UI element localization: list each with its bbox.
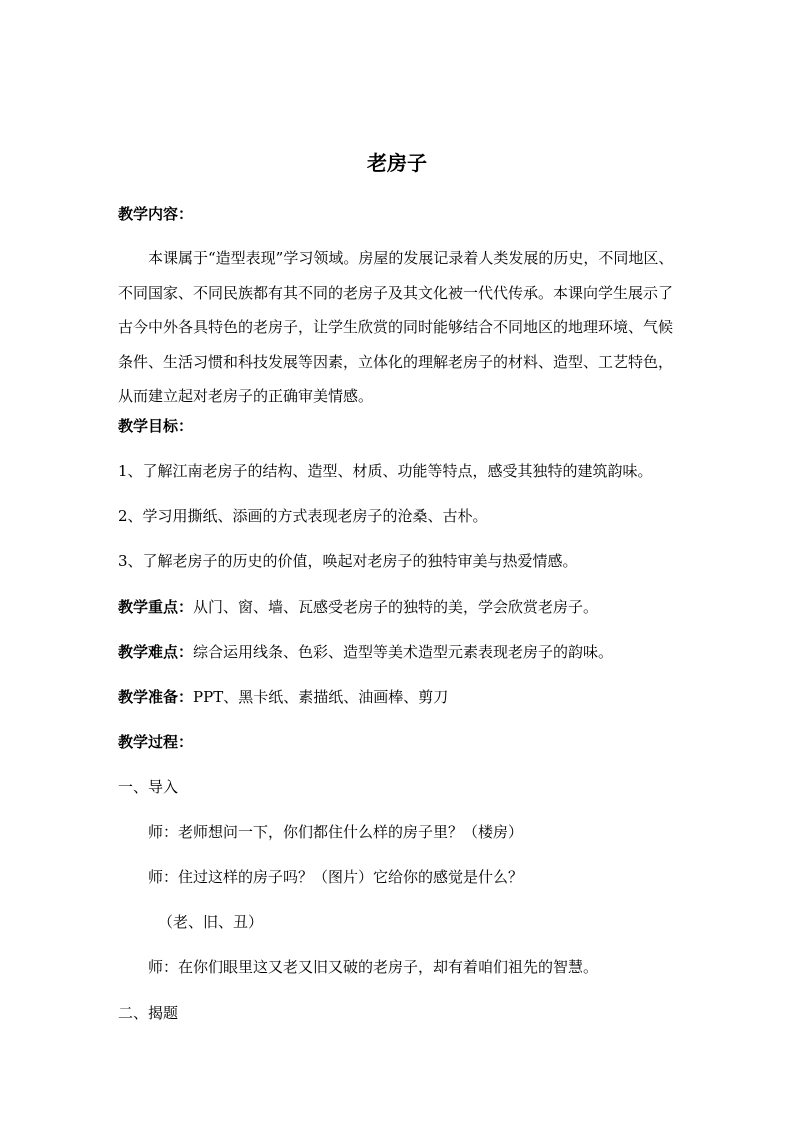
goals-heading: 教学目标： xyxy=(118,417,194,435)
dialog-line-1: 师：老师想问一下，你们都住什么样的房子里？（楼房） xyxy=(148,823,524,841)
preparation-line xyxy=(118,686,448,708)
goal-item-3: 3、了解老房子的历史的价值，唤起对老房子的独特审美与热爱情感。 xyxy=(118,552,578,570)
difficulty-text: 综合运用线条、色彩、造型等美术造型元素表现老房子的韵味。 xyxy=(193,643,614,661)
key-point-line xyxy=(118,596,598,618)
goal-item-1: 1、了解江南老房子的结构、造型、材质、功能等特点，感受其独特的建筑韵味。 xyxy=(118,462,653,480)
dialog-line-3: （老、旧、丑） xyxy=(158,913,264,931)
difficulty-line xyxy=(118,641,613,663)
goal-item-2: 2、学习用撕纸、添画的方式表现老房子的沧桑、古朴。 xyxy=(118,507,488,525)
dialog-line-2: 师：住过这样的房子吗？（图片）它给你的感觉是什么？ xyxy=(148,868,524,886)
dialog-line-4: 师：在你们眼里这又老又旧又破的老房子，却有着咱们祖先的智慧。 xyxy=(148,958,599,976)
key-point-text: 从门、窗、墙、瓦感受老房子的独特的美，学会欣赏老房子。 xyxy=(193,598,599,616)
process-heading: 教学过程： xyxy=(118,733,194,751)
content-heading: 教学内容： xyxy=(118,205,194,223)
content-paragraph: 本课属于“造型表现”学习领域。房屋的发展记录着人类发展的历史，不同地区、不同国家、不同民族都有其不同的老房子及其文化被一代代传承。本课向学生展示了古今中外各具特色的老房子，让学生欣赏的同时能够结合不同地区的地理环境、气候条件、生活习惯和科技发展等因素，立体化的理解老房子的材料、造型、工艺特色，从而建立起对老房子的正确审美情感。 xyxy=(118,249,674,405)
preparation-text: PPT、黑卡纸、素描纸、油画棒、剪刀 xyxy=(193,688,449,706)
key-point-label: 教学重点： xyxy=(118,598,194,616)
document-title: 老房子 xyxy=(367,151,427,175)
preparation-label: 教学准备： xyxy=(118,688,194,706)
section-1-heading: 一、导入 xyxy=(118,778,179,796)
section-2-heading: 二、揭题 xyxy=(118,1004,179,1022)
difficulty-label: 教学难点： xyxy=(118,643,194,661)
